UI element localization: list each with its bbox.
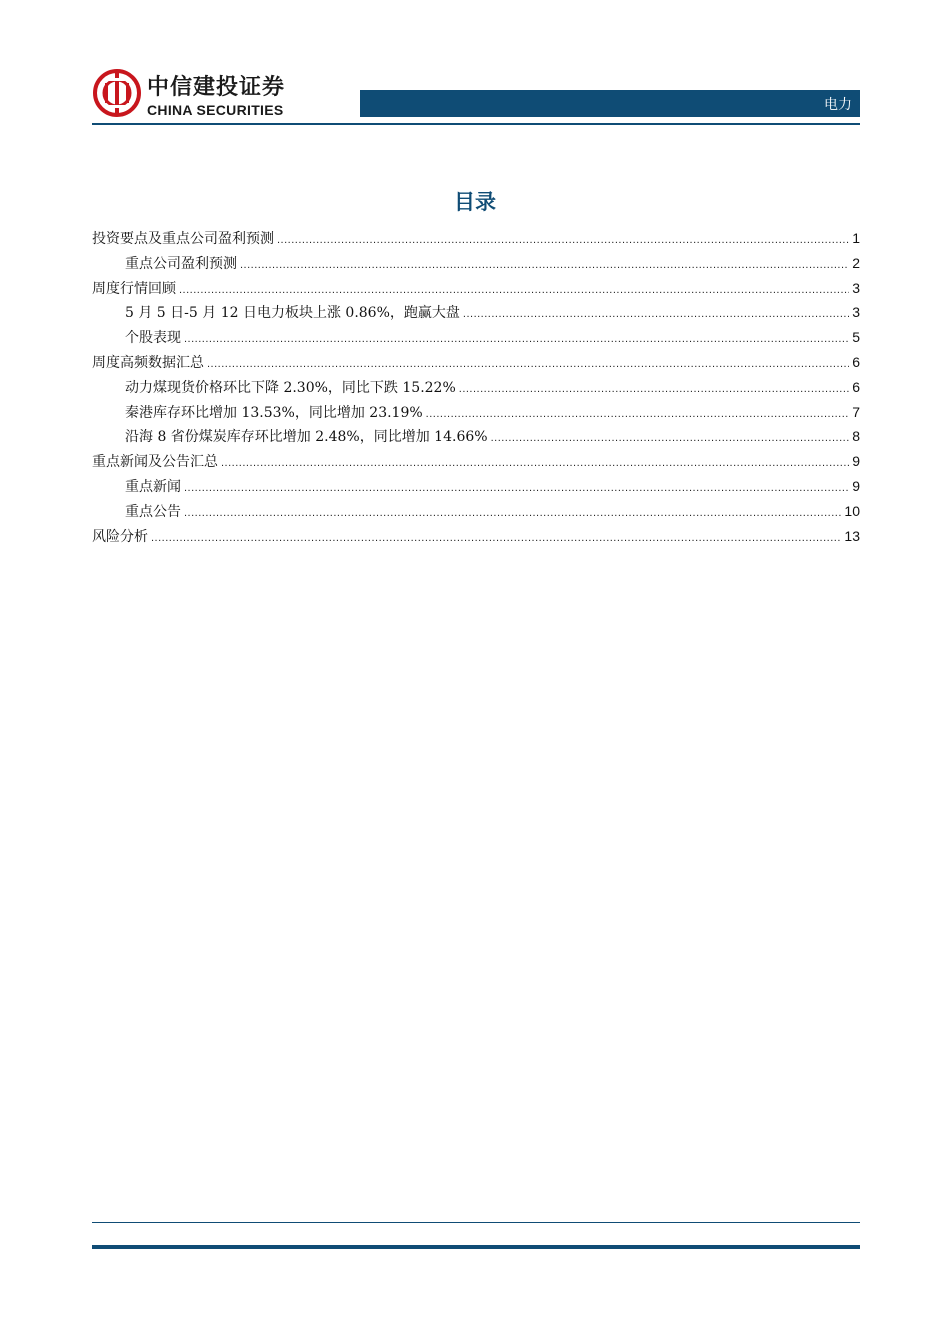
toc-entry[interactable]: [92, 424, 860, 449]
toc-title: 目录: [454, 190, 496, 214]
toc-dot-leader: [184, 501, 841, 526]
toc-entry-title[interactable]: 风险分析: [92, 528, 148, 545]
toc-entry[interactable]: [92, 400, 860, 425]
toc-entry[interactable]: [92, 474, 860, 499]
toc-page-number[interactable]: 9: [852, 477, 860, 494]
toc-dot-leader: [426, 402, 850, 427]
toc-entry[interactable]: [92, 449, 860, 474]
toc-dot-leader: [184, 327, 849, 352]
toc-page-number[interactable]: 2: [852, 254, 860, 271]
toc-page-number[interactable]: 9: [852, 453, 860, 470]
toc-entry[interactable]: [92, 375, 860, 400]
toc-page-number[interactable]: 6: [852, 353, 860, 370]
table-of-contents: [92, 226, 860, 548]
toc-entry[interactable]: [92, 350, 860, 375]
toc-page-number[interactable]: 3: [852, 279, 860, 296]
page-header: [92, 68, 860, 128]
citic-logo-icon: [92, 68, 142, 118]
toc-entry-title[interactable]: 重点公告: [125, 503, 181, 520]
toc-entry-title[interactable]: 秦港库存环比增加 13.53%，同比增加 23.19%: [125, 404, 423, 421]
section-label: 电力: [824, 97, 852, 113]
toc-entry[interactable]: [92, 300, 860, 325]
toc-dot-leader: [491, 426, 850, 451]
company-logo: [92, 68, 332, 128]
toc-page-number[interactable]: 7: [852, 403, 860, 420]
toc-page-number[interactable]: 10: [844, 502, 860, 519]
toc-entry[interactable]: [92, 325, 860, 350]
toc-page-number[interactable]: 1: [852, 230, 860, 246]
footer-thick-divider: [92, 1245, 860, 1249]
toc-entry-title[interactable]: 动力煤现货价格环比下降 2.30%，同比下跌 15.22%: [125, 379, 456, 396]
toc-dot-leader: [207, 352, 849, 377]
toc-entry-title[interactable]: 重点新闻及公告汇总: [92, 454, 218, 471]
toc-dot-leader: [459, 377, 849, 402]
toc-entry-title[interactable]: 周度行情回顾: [92, 280, 176, 297]
toc-entry-title[interactable]: 重点新闻: [125, 478, 181, 495]
section-banner: [360, 90, 860, 117]
toc-page-number[interactable]: 5: [852, 329, 860, 346]
toc-page-number[interactable]: 13: [844, 527, 860, 544]
toc-dot-leader: [463, 302, 849, 327]
toc-entry-title[interactable]: 投资要点及重点公司盈利预测: [92, 231, 274, 247]
toc-entry-title[interactable]: 个股表现: [125, 330, 181, 347]
toc-entry-title[interactable]: 5 月 5 日-5 月 12 日电力板块上涨 0.86%，跑赢大盘: [125, 305, 460, 322]
toc-page-number[interactable]: 3: [852, 304, 860, 321]
toc-page-number[interactable]: 6: [852, 378, 860, 395]
toc-dot-leader: [277, 228, 849, 253]
toc-entry-title[interactable]: 沿海 8 省份煤炭库存环比增加 2.48%，同比增加 14.66%: [125, 429, 488, 446]
toc-dot-leader: [184, 476, 849, 501]
toc-entry[interactable]: [92, 251, 860, 276]
toc-dot-leader: [179, 278, 849, 303]
toc-entry-title[interactable]: 重点公司盈利预测: [125, 255, 237, 272]
toc-entry[interactable]: [92, 524, 860, 549]
toc-entry-title[interactable]: 周度高频数据汇总: [92, 354, 204, 371]
toc-dot-leader: [240, 253, 849, 278]
toc-entry[interactable]: [92, 226, 860, 251]
toc-dot-leader: [151, 526, 841, 551]
footer-thin-divider: [92, 1222, 860, 1223]
header-divider: [92, 123, 860, 125]
toc-dot-leader: [221, 451, 849, 476]
toc-page-number[interactable]: 8: [852, 428, 860, 445]
toc-entry[interactable]: [92, 499, 860, 524]
logo-english-name: CHINA SECURITIES: [147, 102, 284, 118]
logo-chinese-name: 中信建投证券: [147, 75, 286, 100]
toc-entry[interactable]: [92, 276, 860, 301]
